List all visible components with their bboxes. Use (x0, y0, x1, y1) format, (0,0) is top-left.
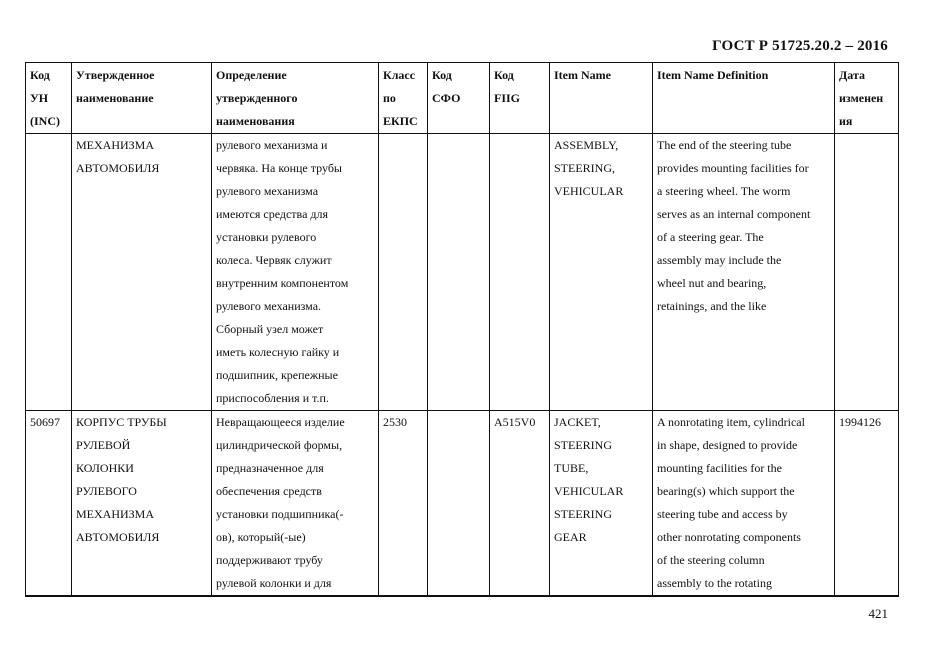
cell-fiig (490, 134, 550, 411)
header-line: Код (494, 68, 514, 82)
cell-item-name (550, 411, 653, 597)
cell-text: 1994126 (839, 415, 881, 429)
table-row (26, 134, 899, 411)
cell-text: КОРПУС ТРУБЫ РУЛЕВОЙ КОЛОНКИ РУЛЕВОГО МЕХАНИЗМА АВТОМОБИЛЯ (76, 415, 167, 544)
cell-definition (212, 134, 379, 411)
header-item-name (550, 63, 653, 134)
cell-item-name (550, 134, 653, 411)
header-ekps-class (379, 63, 428, 134)
cell-fiig (490, 411, 550, 597)
header-line: по (383, 91, 396, 105)
header-line: Item Name (554, 68, 611, 82)
header-line: Утвержденное (76, 68, 155, 82)
cell-change-date (835, 411, 899, 597)
cell-sfo (428, 411, 490, 597)
header-sfo-code (428, 63, 490, 134)
header-line: Класс (383, 68, 416, 82)
document-standard-number: ГОСТ Р 51725.20.2 – 2016 (712, 38, 888, 54)
header-line: Определение (216, 68, 287, 82)
cell-item-name-definition (653, 134, 835, 411)
header-line: УН (30, 91, 49, 105)
cell-approved-name (72, 134, 212, 411)
header-line: СФО (432, 91, 461, 105)
header-line: ия (839, 114, 853, 128)
header-change-date (835, 63, 899, 134)
header-line: Дата (839, 68, 865, 82)
cell-text: JACKET, STEERING TUBE, VEHICULAR STEERING GEAR (554, 415, 624, 544)
header-approved-name (72, 63, 212, 134)
header-line: Код (432, 68, 452, 82)
cell-item-name-definition (653, 411, 835, 597)
cell-text: A nonrotating item, cylindrical in shape, designed to provide mounting facilities for the bearing(s) which support the steering tube and access by other nonrotating components of the steering column assembly to the rotating (657, 415, 805, 590)
cell-text: Невращающееся изделие цилиндрической формы, предназначенное для обеспечения средств установки подшипника(- ов), который(-ые) поддерживают трубу рулевой колонки и для (216, 415, 345, 590)
cell-change-date (835, 134, 899, 411)
header-line: наименования (216, 114, 295, 128)
cell-text: МЕХАНИЗМА АВТОМОБИЛЯ (76, 138, 160, 175)
header-line: Item Name Definition (657, 68, 769, 82)
cell-text: The end of the steering tube provides mounting facilities for a steering wheel. The worm serves as an internal component of a steering gear. The assembly may include the wheel nut and bearing, retainings, and the like (657, 138, 811, 313)
cell-approved-name (72, 411, 212, 597)
cell-text: 2530 (383, 415, 407, 429)
table-header-row (26, 63, 899, 134)
table-row (26, 411, 899, 597)
cell-definition (212, 411, 379, 597)
cell-text: рулевого механизма и червяка. На конце трубы рулевого механизма имеются средства для установки рулевого колеса. Червяк служит внутренним компонентом рулевого механизма. Сборный узел может иметь колесную гайку и подшипник, крепежные приспособления и т.п. (216, 138, 349, 405)
cell-inc (26, 411, 72, 597)
header-line: Код (30, 68, 50, 82)
header-item-name-definition (653, 63, 835, 134)
cell-text: ASSEMBLY, STEERING, VEHICULAR (554, 138, 624, 198)
cell-text: 50697 (30, 415, 60, 429)
header-fiig-code (490, 63, 550, 134)
header-line: утвержденного (216, 91, 298, 105)
header-line: FIIG (494, 91, 521, 105)
cell-sfo (428, 134, 490, 411)
page-number: 421 (868, 606, 888, 621)
header-line: изменен (839, 91, 884, 105)
header-definition (212, 63, 379, 134)
header-line: (INC) (30, 114, 60, 128)
cell-ekps (379, 411, 428, 597)
cell-ekps (379, 134, 428, 411)
header-inc-code (26, 63, 72, 134)
header-line: наименование (76, 91, 154, 105)
cell-text: A515V0 (494, 415, 536, 429)
header-line: ЕКПС (383, 114, 418, 128)
nomenclature-table (25, 62, 899, 597)
cell-inc (26, 134, 72, 411)
